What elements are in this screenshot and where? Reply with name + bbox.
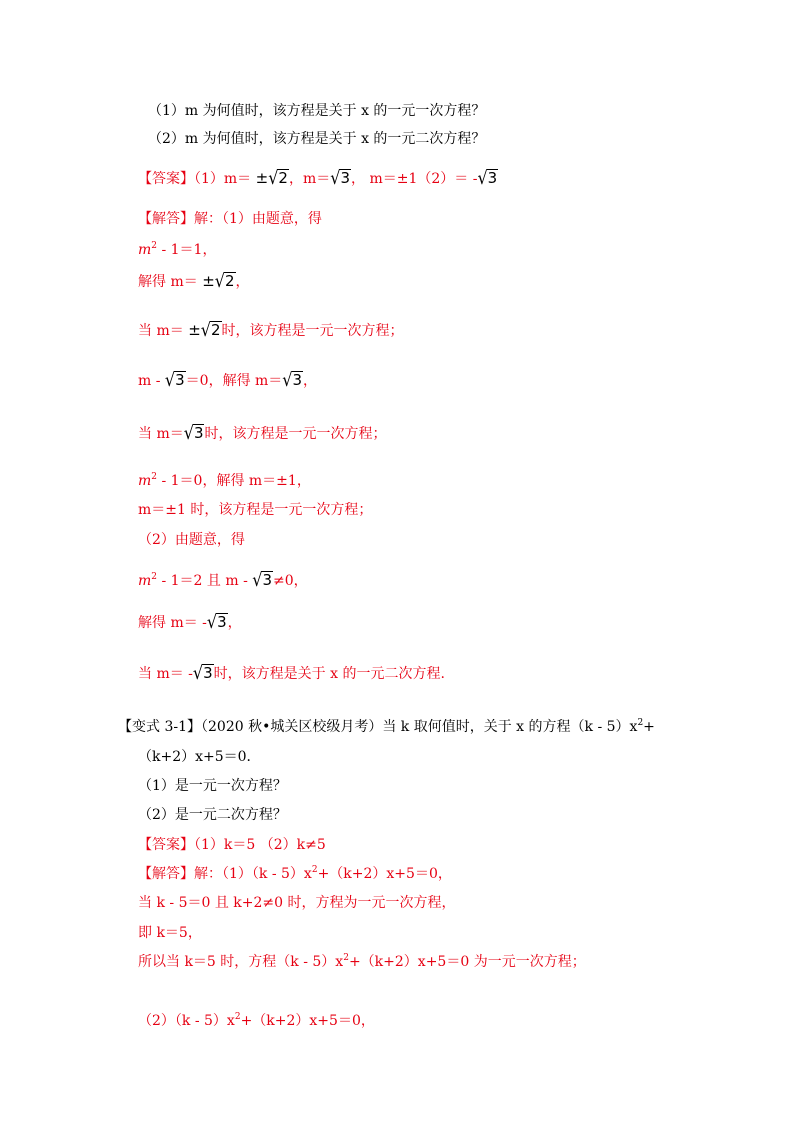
answer-tag: 【答案】 <box>138 837 194 853</box>
plus-minus-sign: ± <box>255 169 269 187</box>
sqrt-expression: √3 <box>252 568 273 591</box>
sqrt-expression: √3 <box>183 421 204 444</box>
solution-line-8: （2）由题意，得 <box>138 532 245 548</box>
sqrt-expression: √3 <box>282 368 303 391</box>
variant-answer <box>138 835 326 855</box>
answer-text: （1）k＝5 （2）k≠5 <box>194 837 326 853</box>
solution-line-11: 当 m＝ -√3时，该方程是关于 x 的一元二次方程. <box>138 661 445 684</box>
solution-line-3: 当 m＝ ±√2时，该方程是一元一次方程； <box>138 318 404 341</box>
question-1: （1）m 为何值时，该方程是关于 x 的一元一次方程？ <box>148 103 486 119</box>
sqrt-expression: √3 <box>206 610 227 633</box>
variant-question-2: （2）是一元二次方程？ <box>138 807 287 823</box>
variant-solution-header: 【解答】解：$(1)(k - 5)x^2+(k+2)x+5=0$， <box>138 865 452 882</box>
answer-line-1 <box>138 168 498 189</box>
solution-line-1: $m^2 - 1=1$， <box>138 241 217 258</box>
sqrt-expression: √3 <box>330 166 350 189</box>
variant-tag: 【变式 3-1】 <box>118 719 201 735</box>
variant-solution-line-1: 当 k - 5＝0 且 k+2≠0 时，方程为一元一次方程， <box>138 895 456 911</box>
solution-tag: 【解答】 <box>138 866 194 882</box>
solution-tag: 【解答】 <box>138 211 194 227</box>
solution-line-2: 解得 m＝ ±√2， <box>138 269 250 292</box>
solution-text: 解：（1）由题意，得 <box>194 211 322 227</box>
answer-part-1: （1）m＝ <box>194 171 252 187</box>
variant-source: （2020 秋•城关区校级月考）当 k 取何值时，关于 x 的方程（k - 5）x <box>201 719 638 735</box>
sqrt-expression: √3 <box>192 661 213 684</box>
answer-part-3: ， m＝±1（2）＝ - <box>351 171 478 187</box>
sqrt-expression: √2 <box>214 269 235 292</box>
solution-header <box>138 209 322 229</box>
sqrt-expression: √2 <box>200 318 221 341</box>
answer-part-2: ，m＝ <box>288 171 331 187</box>
variant-header: 【变式 3-1】（2020 秋•城关区校级月考）当 k 取何值时，关于 x 的方程$(k - 5)x^2+$ <box>118 718 655 735</box>
variant-solution-line-3: 所以当 k＝5 时，方程$(k - 5)x^2+(k+2)x+5=0$ 为一元一次方程； <box>138 953 586 970</box>
variant-question-1: （1）是一元一次方程？ <box>138 778 287 794</box>
sqrt-expression: √3 <box>164 368 185 391</box>
solution-line-6: $m^2 - 1=0$，解得 m＝±1， <box>138 472 311 489</box>
variant-solution-line-2: 即 k＝5， <box>138 925 202 941</box>
answer-tag: 【答案】 <box>138 171 194 187</box>
variant-solution-line-4: $(2)(k - 5)x^2+(k+2)x+5=0$， <box>138 1012 375 1029</box>
solution-line-9: $m^2 - 1=2$ 且 m - √3≠0， <box>138 568 308 591</box>
question-2: （2）m 为何值时，该方程是关于 x 的一元二次方程？ <box>148 131 486 147</box>
variant-line-2: （k+2）x+5＝0． <box>138 749 261 765</box>
solution-line-7: m＝±1 时，该方程是一元一次方程； <box>138 502 373 518</box>
sqrt-expression: √3 <box>477 166 498 189</box>
solution-line-4: m - √3＝0，解得 m＝√3， <box>138 368 318 391</box>
sqrt-expression: √2 <box>268 166 288 189</box>
solution-line-10: 解得 m＝ -√3， <box>138 610 242 633</box>
solution-line-5: 当 m＝√3时，该方程是一元一次方程； <box>138 421 387 444</box>
